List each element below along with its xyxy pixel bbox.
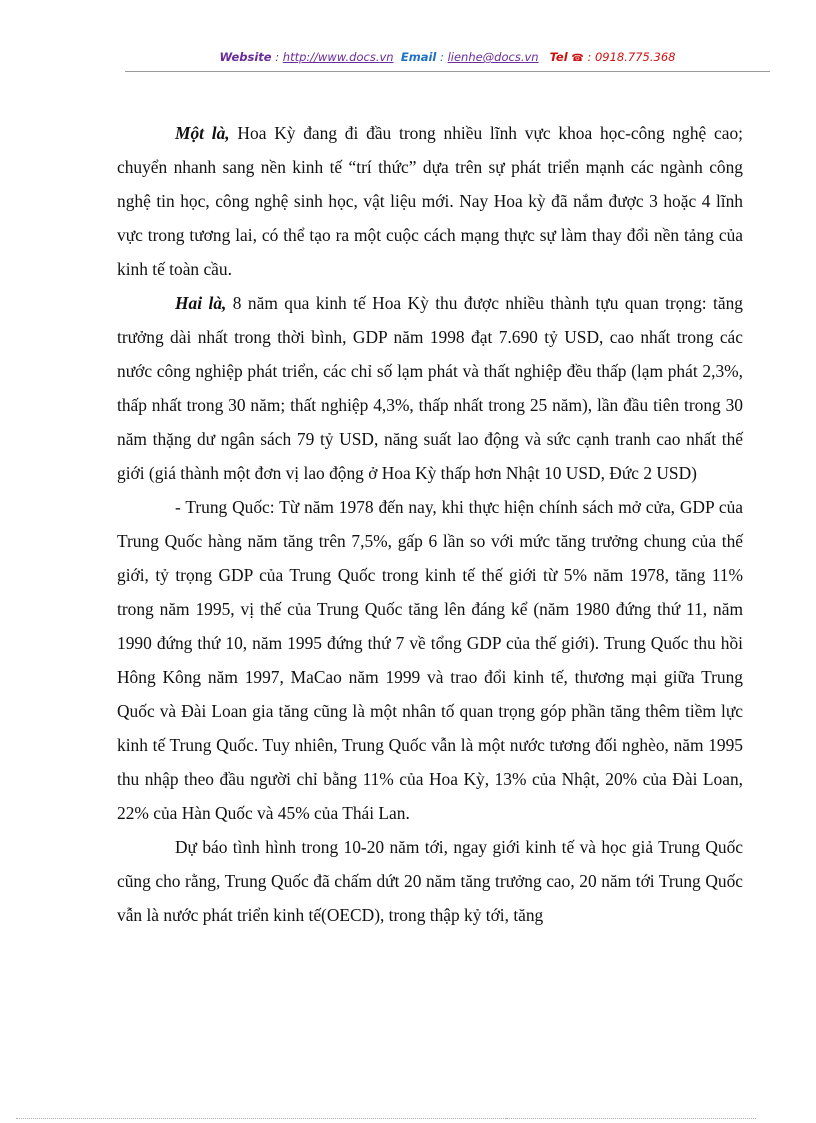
tel-separator: : [583,50,595,64]
paragraph-text: Hoa Kỳ đang đi đầu trong nhiều lĩnh vực khoa học-công nghệ cao; chuyển nhanh sang nền kinh tế “trí thức” dựa trên sự phát triển mạnh các ngành công nghệ tin học, công nghệ sinh học, vật liệu mới. Nay Hoa kỳ đã nắm được 3 hoặc 4 lĩnh vực trong tương lai, có thể tạo ra một cuộc cách mạng thực sự làm thay đổi nền tảng của kinh tế toàn cầu. [117,123,743,279]
paragraph-text: Dự báo tình hình trong 10-20 năm tới, ngay giới kinh tế và học giả Trung Quốc cũng cho rằng, Trung Quốc đã chấm dứt 20 năm tăng trưởng cao, 20 năm tới Trung Quốc vẫn là nước phát triển kinh tế(OECD), trong thập kỷ tới, tăng [117,837,743,925]
phone-icon: ☎ [571,53,584,64]
paragraph-hai-la [117,286,743,490]
email-label: Email [400,50,437,64]
paragraph-text: 8 năm qua kinh tế Hoa Kỳ thu được nhiều thành tựu quan trọng: tăng trưởng dài nhất trong thời bình, GDP năm 1998 đạt 7.690 tỷ USD, cao nhất trong các nước công nghiệp phát triển, các chỉ số lạm phát và thất nghiệp đều thấp (lạm phát 2,3%, thấp nhất trong 30 năm; thất nghiệp 4,3%, thấp nhất trong 25 năm), lần đầu tiên trong 30 năm thặng dư ngân sách 79 tỷ USD, năng suất lao động và sức cạnh tranh cao nhất thế giới (giá thành một đơn vị lao động ở Hoa Kỳ thấp hơn Nhật 10 USD, Đức 2 USD) [117,293,743,483]
email-link[interactable]: lienhe@docs.vn [447,50,539,64]
tel-label: Tel [549,50,568,64]
paragraph-lead: Một là, [175,123,230,143]
paragraph-mot-la [117,116,743,286]
document-body [117,116,743,932]
header-divider [125,71,770,72]
page-bottom-border [16,1118,506,1119]
paragraph-text: - Trung Quốc: Từ năm 1978 đến nay, khi thực hiện chính sách mở cửa, GDP của Trung Quốc hàng năm tăng trên 7,5%, gấp 6 lần so với mức tăng trưởng chung của thế giới, tỷ trọng GDP của Trung Quốc trong kinh tế thế giới từ 5% năm 1978, tăng 11% trong năm 1995, vị thế của Trung Quốc tăng lên đáng kể (năm 1980 đứng thứ 11, năm 1990 đứng thứ 10, năm 1995 đứng thứ 7 về tổng GDP của thế giới). Trung Quốc thu hồi Hông Kông năm 1997, MaCao năm 1999 và trao đổi kinh tế, thương mại giữa Trung Quốc và Đài Loan gia tăng cũng là một nhân tố quan trọng góp phần tăng thêm tiềm lực kinh tế Trung Quốc. Tuy nhiên, Trung Quốc vẫn là một nước tương đối nghèo, năm 1995 thu nhập theo đầu người chỉ bằng 11% của Hoa Kỳ, 13% của Nhật, 20% của Đài Loan, 22% của Hàn Quốc và 45% của Thái Lan. [117,497,743,823]
page-header [125,50,770,70]
email-separator: : [436,50,448,64]
tel-number: 0918.775.368 [594,50,676,64]
paragraph-trung-quoc [117,490,743,830]
website-label: Website [219,50,272,64]
page-bottom-border-right [506,1118,756,1119]
paragraph-lead: Hai là, [175,293,227,313]
paragraph-du-bao [117,830,743,932]
website-link[interactable]: http://www.docs.vn [282,50,394,64]
website-separator: : [271,50,283,64]
